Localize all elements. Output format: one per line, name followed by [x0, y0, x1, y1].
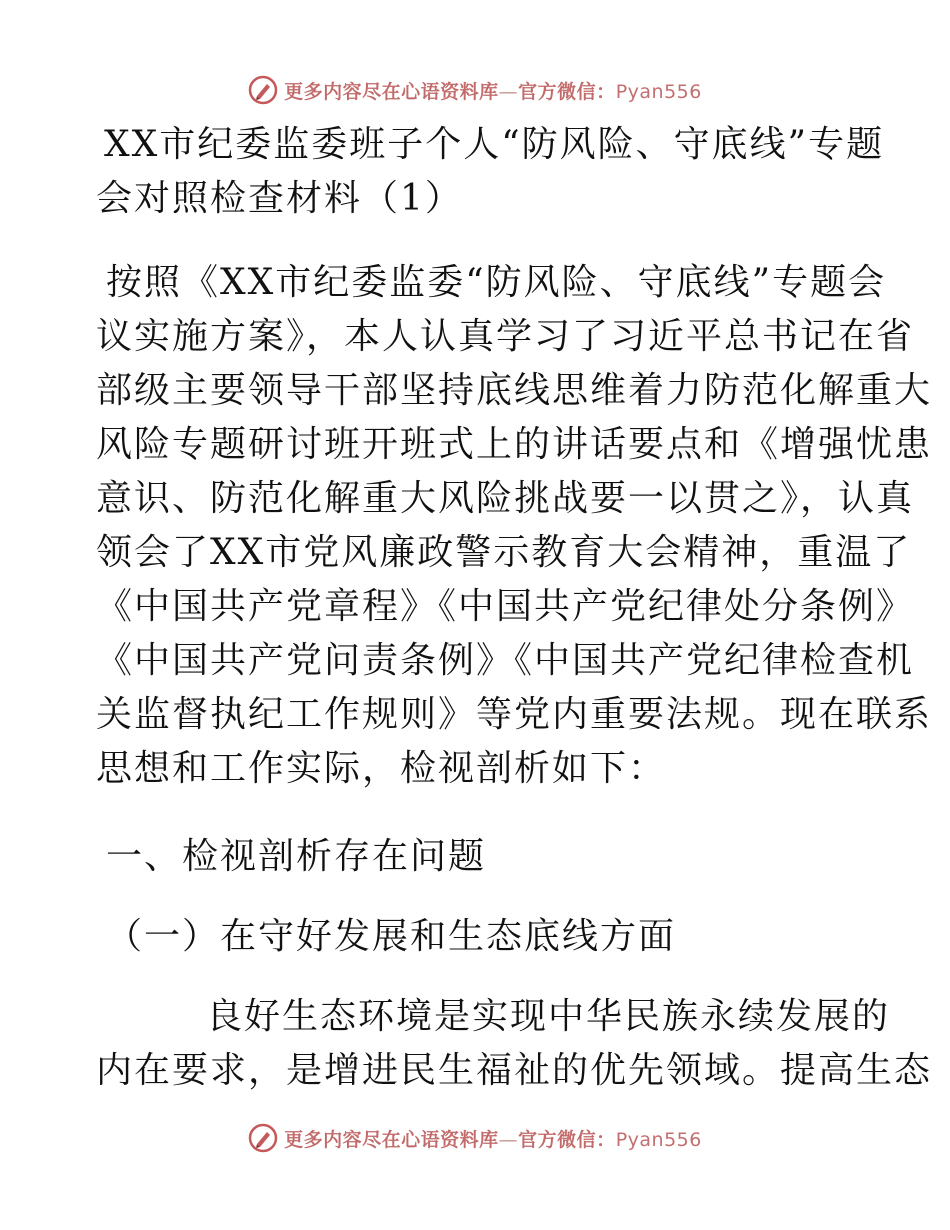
watermark-separator: — — [498, 1128, 519, 1151]
paragraph-line: 风险专题研讨班开班式上的讲话要点和《增强忧患 — [96, 424, 933, 465]
section-heading-2: （一）在守好发展和生态底线方面 — [106, 916, 677, 957]
watermark-footer — [0, 1118, 950, 1158]
paragraph-line: 意识、防范化解重大风险挑战要一以贯之》，认真 — [96, 478, 915, 519]
paragraph-line: 思想和工作实际，检视剖析如下： — [96, 748, 667, 789]
watermark-official-label: 官方微信： — [518, 80, 616, 103]
watermark-wechat-id: Pyan556 — [615, 80, 702, 103]
doc-title-line-1: XX市纪委监委班子个人“防风险、守底线”专题 — [104, 124, 885, 165]
paragraph-line: 部级主要领导干部坚持底线思维着力防范化解重大 — [96, 370, 933, 411]
watermark-separator: — — [498, 80, 519, 103]
paragraph-intro — [96, 256, 933, 796]
watermark-main-text: 更多内容尽在心语资料库 — [284, 1128, 499, 1151]
document-body — [96, 118, 933, 1098]
paragraph-line: 良好生态环境是实现中华民族永续发展的 — [206, 996, 891, 1037]
doc-title-line-2: 会对照检查材料（1） — [96, 178, 463, 219]
paragraph-line: 议实施方案》，本人认真学习了习近平总书记在省 — [96, 316, 915, 357]
section-heading-1: 一、检视剖析存在问题 — [106, 836, 487, 877]
pen-logo-icon — [248, 75, 278, 105]
watermark-text — [284, 77, 702, 104]
paragraph-line: 关监督执纪工作规则》等党内重要法规。现在联系 — [96, 694, 933, 735]
paragraph-line: 《中国共产党章程》《中国共产党纪律处分条例》 — [96, 586, 915, 627]
paragraph-line: 内在要求，是增进民生福祉的优先领域。提高生态 — [96, 1050, 933, 1091]
watermark-main-text: 更多内容尽在心语资料库 — [284, 80, 499, 103]
watermark-official-label: 官方微信： — [518, 1128, 616, 1151]
watermark-header — [0, 70, 950, 110]
watermark-wechat-id: Pyan556 — [615, 1128, 702, 1151]
paragraph-line: 领会了XX市党风廉政警示教育大会精神，重温了 — [96, 532, 912, 573]
paragraph-line: 按照《XX市纪委监委“防风险、守底线”专题会 — [106, 262, 887, 303]
paragraph-line: 《中国共产党问责条例》《中国共产党纪律检查机 — [96, 640, 915, 681]
watermark-text — [284, 1125, 702, 1152]
pen-logo-icon — [248, 1123, 278, 1153]
paragraph-ecology — [96, 990, 933, 1098]
